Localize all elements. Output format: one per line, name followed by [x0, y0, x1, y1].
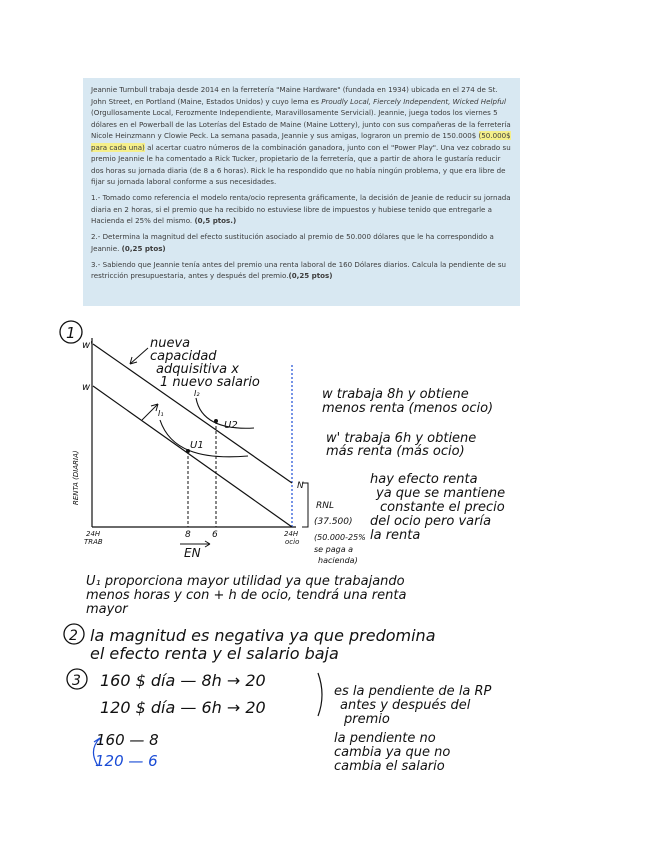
label-n: N	[297, 481, 304, 491]
note-effect-line-1: hay efecto renta	[370, 472, 478, 487]
tick-label-6: 6	[212, 530, 218, 540]
note-wp-line-1: w' trabaja 6h y obtiene	[326, 431, 477, 446]
question-2-text: 2.- Determina la magnitud del efecto sustitución asociado al premio de 50.000 dólares que le ha correspondido a Jeannie.	[91, 232, 494, 253]
question-1	[91, 192, 512, 227]
annotation-line-1: nueva	[150, 336, 191, 351]
question-3	[91, 259, 512, 282]
shift-arrow-1	[142, 404, 158, 420]
rnl-amount: (37.500)	[314, 517, 353, 527]
answer-3-brace	[318, 673, 322, 716]
tick-label-trab: TRAB	[84, 538, 103, 546]
u1-note-line-3: mayor	[86, 602, 128, 617]
problem-statement-box	[83, 78, 520, 306]
answer-3-row-1: 160 $ día — 8h → 20	[100, 671, 266, 690]
tick-label-8: 8	[185, 530, 191, 540]
label-i1: I₁	[158, 409, 164, 418]
question-2	[91, 231, 512, 254]
highlighted-prize-text: (50.000$ para cada una)	[91, 131, 511, 152]
budget-line-w	[93, 386, 292, 527]
intro-text-3: al acertar cuatro números de la combinación ganadora, junto con el "Power Play". Una vez cobrado su premio Jeannie le ha comentado a Rick Tucker, propietario de la ferretería, que a partir de ahora le gustaría reducir dos horas su jornada diaria (de 8 a 6 horas). Rick le ha respondido que no había ningún problema, y que era libre de fijar su jornada laboral conforme a sus necesidades.	[91, 142, 511, 186]
u1-note-line-1: U₁ proporciona mayor utilidad ya que trabajando	[86, 574, 405, 589]
tick-label-24h-ocio: 24H	[284, 530, 299, 538]
rnl-calc-1: (50.000-25%	[314, 533, 366, 542]
answer-3-row-2: 120 $ día — 6h → 20	[100, 698, 266, 717]
y-axis-label: RENTA (DIARIA)	[72, 450, 80, 505]
annotation-arrow	[130, 348, 148, 364]
question-1-text: 1.- Tomado como referencia el modelo renta/ocio representa gráficamente, la decisión de Jeanie de reducir su jornada diaria en 2 horas, si el premio que ha recibido no estuviese libre de impuestos y hubiese tenido que entregarle a Hacienda el 25% del mismo.	[91, 193, 511, 225]
label-u2: U2	[224, 420, 238, 431]
tick-label-ocio: ocio	[285, 538, 300, 546]
blue-row-1: 160 — 8	[96, 731, 159, 749]
intro-text-1: Jeannie Turnbull trabaja desde 2014 en la ferretería "Maine Hardware" (fundada en 1934) ubicada en el 274 de St. John Street, en Portland (Maine, Estados Unidos) y cuyo lema es	[91, 85, 498, 106]
annotation-line-4: 1 nuevo salario	[160, 375, 260, 390]
annotation-line-2: capacidad	[150, 349, 217, 364]
answer-3-note-1: es la pendiente de la RP	[334, 684, 492, 699]
question-3-points: (0,25 ptos)	[288, 271, 333, 280]
label-w-prime: w'	[82, 340, 93, 351]
label-w: w	[82, 382, 91, 393]
question-3-text: 3.- Sabiendo que Jeannie tenía antes del premio una renta laboral de 160 Dólares diarios. Calcula la pendiente de su restricción presupuestaria, antes y después del premio.	[91, 259, 507, 280]
tick-label-24h-trab: 24H	[86, 530, 101, 538]
rnl-calc-3: hacienda)	[318, 556, 358, 565]
note-effect-line-2: ya que se mantiene	[376, 486, 506, 501]
answer-2-line-2: el efecto renta y el salario baja	[90, 644, 339, 663]
rnl-calc-2: se paga a	[314, 545, 354, 554]
x-axis-label: EN	[184, 546, 201, 560]
answer-3-note-6: cambia el salario	[334, 759, 445, 774]
section-3-number: 3	[72, 673, 81, 689]
blue-row-2: 120 — 6	[95, 752, 158, 770]
answer-2-line-1: la magnitud es negativa ya que predomina	[90, 626, 436, 645]
rnl-label: RNL	[316, 501, 334, 511]
section-1-number: 1	[66, 324, 76, 342]
motto-text: Proudly Local, Fiercely Independent, Wicked Helpful	[321, 96, 506, 106]
handwritten-answer-sheet	[0, 310, 648, 848]
answer-3-note-3: premio	[344, 712, 390, 727]
question-1-points: (0,5 ptos.)	[194, 216, 237, 225]
annotation-line-3: adquisitiva x	[156, 362, 239, 377]
label-i2: I₂	[194, 389, 200, 398]
note-effect-line-5: la renta	[370, 528, 421, 543]
section-2-number: 2	[69, 628, 78, 644]
label-u1: U1	[190, 440, 204, 451]
question-2-points: (0,25 ptos)	[121, 243, 166, 253]
note-w-line-1: w trabaja 8h y obtiene	[322, 387, 469, 402]
note-w-line-2: menos renta (menos ocio)	[322, 401, 494, 416]
answer-3-note-4: la pendiente no	[334, 731, 436, 746]
answer-3-note-2: antes y después del	[340, 698, 471, 713]
u1-note-line-2: menos horas y con + h de ocio, tendrá una renta	[86, 588, 407, 603]
note-effect-line-3: constante el precio	[380, 500, 505, 515]
answer-3-note-5: cambia ya que no	[334, 745, 451, 760]
note-effect-line-4: del ocio pero varía	[370, 514, 492, 529]
intro-text-2: (Orgullosamente Local, Ferozmente Independiente, Maravillosamente Servicial). Jeannie, juega todos los viernes 5 dólares en el Powerball de las Loterías del Estado de Maine (Maine Lottery), junto con sus compañeras de la ferretería Nicole Heinzmann y Clowie Peck. La semana pasada, Jeannie y sus amigas, lograron un premio de 150.000$	[91, 108, 511, 140]
problem-intro	[91, 84, 512, 188]
note-wp-line-2: más renta (más ocio)	[326, 444, 465, 459]
